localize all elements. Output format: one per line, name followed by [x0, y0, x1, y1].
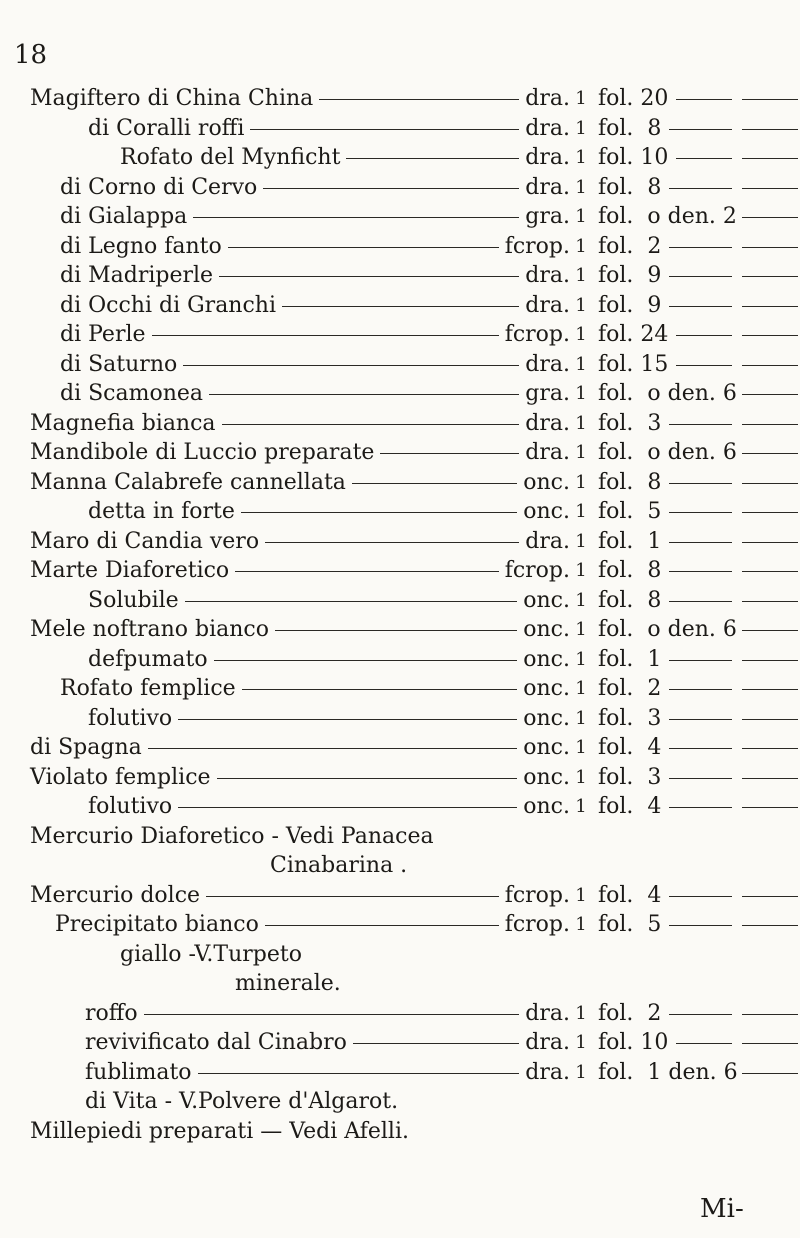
entry-row — [0, 409, 800, 439]
margin-rule — [742, 276, 798, 277]
price-rule — [669, 896, 732, 897]
leader-line — [235, 571, 499, 572]
entry-row — [0, 792, 800, 822]
entry-row — [0, 527, 800, 557]
entry-name: roffo — [85, 1000, 138, 1026]
entry-price: fol. 4 — [598, 794, 662, 819]
entry-unit: dra. — [525, 292, 570, 318]
entry-quantity: 1 — [575, 265, 587, 286]
entry-unit: gra. — [525, 381, 570, 406]
entry-name: di Corno di Cervo — [60, 174, 258, 200]
entry-name: detta in forte — [88, 499, 235, 524]
entry-unit: dra. — [525, 528, 570, 554]
entry-unit: onc. — [523, 469, 570, 495]
entry-row — [0, 1117, 800, 1147]
entry-name: folutivo — [88, 705, 173, 731]
entry-price: fol. 1 — [598, 528, 662, 554]
entry-quantity: 1 — [575, 383, 587, 404]
entry-row — [0, 645, 800, 675]
entry-quantity: 1 — [575, 294, 587, 316]
entry-name: Solubile — [88, 587, 179, 613]
entry-quantity: 1 — [575, 88, 587, 109]
entry-quantity: 1 — [575, 412, 587, 434]
entry-name: di Perle — [60, 322, 146, 347]
entry-row — [0, 910, 800, 940]
entry-price: fol. o den. 6 — [598, 440, 737, 465]
margin-rule — [742, 1073, 798, 1074]
entry-price: fol. 9 — [598, 292, 662, 318]
entry-row — [0, 202, 800, 232]
entry-row — [0, 763, 800, 793]
entry-name: defpumato — [88, 646, 208, 672]
leader-line — [222, 424, 519, 425]
price-rule — [669, 247, 732, 248]
entry-name: Magnefia bianca — [30, 410, 216, 436]
entry-name: di Occhi di Granchi — [60, 292, 277, 318]
price-rule — [669, 689, 732, 690]
entry-quantity: 1 — [575, 442, 587, 463]
leader-line — [152, 335, 499, 336]
entry-row — [0, 468, 800, 498]
entry-price: fol. 2 — [598, 233, 662, 259]
margin-rule — [742, 689, 798, 690]
entry-unit: onc. — [523, 499, 570, 524]
entry-row — [0, 1028, 800, 1058]
entry-quantity: 1 — [575, 235, 587, 257]
margin-rule — [742, 778, 798, 779]
entry-price: fol. 5 — [598, 912, 662, 937]
margin-rule — [742, 188, 798, 189]
price-rule — [676, 1043, 732, 1044]
entry-row — [0, 1087, 800, 1117]
entry-quantity: 1 — [575, 619, 587, 640]
margin-rule — [742, 896, 798, 897]
margin-rule — [742, 512, 798, 513]
entry-unit: dra. — [525, 1030, 570, 1055]
entry-price: fol. 4 — [598, 882, 662, 908]
entry-name: Violato femplice — [30, 764, 211, 790]
entry-row — [0, 232, 800, 262]
entry-price: fol. 8 — [598, 558, 662, 583]
leader-line — [148, 748, 517, 749]
entry-name: folutivo — [88, 794, 173, 819]
entry-quantity: 1 — [575, 707, 587, 729]
entry-row — [0, 143, 800, 173]
leader-line — [183, 365, 519, 366]
entry-price: fol. 4 — [598, 735, 662, 760]
leader-line — [209, 394, 519, 395]
entry-row — [0, 851, 800, 881]
entry-quantity: 1 — [575, 914, 587, 935]
entry-quantity: 1 — [575, 501, 587, 522]
entry-name: Rofato femplice — [60, 676, 236, 701]
entry-price: fol. o den. 2 — [598, 204, 737, 229]
price-rule — [669, 306, 732, 307]
entry-quantity: 1 — [575, 530, 587, 552]
entry-note: di Vita - V.Polvere d'Algarot. — [85, 1089, 399, 1114]
entry-note: Millepiedi preparati — Vedi Afelli. — [30, 1118, 409, 1144]
leader-line — [353, 1043, 519, 1044]
entry-name: Magiftero di China China — [30, 86, 314, 111]
entry-name: Mercurio dolce — [30, 882, 201, 908]
entry-row — [0, 261, 800, 291]
entry-price: fol. 1 den. 6 — [598, 1059, 738, 1085]
margin-rule — [742, 453, 798, 454]
entry-row — [0, 173, 800, 203]
entry-unit: dra. — [525, 440, 570, 465]
entry-unit: onc. — [523, 617, 570, 642]
entry-name: di Gialappa — [60, 204, 188, 229]
entry-name: di Spagna — [30, 735, 142, 760]
leader-line — [250, 129, 519, 130]
leader-line — [214, 660, 517, 661]
entry-unit: onc. — [523, 587, 570, 613]
entry-quantity: 1 — [575, 884, 587, 906]
price-rule — [676, 158, 732, 159]
entry-price: fol. o den. 6 — [598, 381, 737, 406]
entry-price: fol. 10 — [598, 145, 669, 170]
margin-rule — [742, 247, 798, 248]
entry-unit: onc. — [523, 735, 570, 760]
entry-row — [0, 674, 800, 704]
entry-quantity: 1 — [575, 766, 587, 788]
price-rule — [669, 925, 732, 926]
margin-rule — [742, 630, 798, 631]
entry-quantity: 1 — [575, 117, 587, 139]
margin-rule — [742, 1014, 798, 1015]
entry-quantity: 1 — [575, 206, 587, 227]
entry-quantity: 1 — [575, 796, 587, 817]
leader-line — [241, 512, 517, 513]
margin-rule — [742, 748, 798, 749]
margin-rule — [742, 542, 798, 543]
margin-rule — [742, 1043, 798, 1044]
entry-unit: dra. — [525, 263, 570, 288]
entry-unit: fcrop. — [504, 882, 570, 908]
entry-row — [0, 969, 800, 999]
entry-quantity: 1 — [575, 176, 587, 198]
entry-name: Precipitato bianco — [55, 912, 259, 937]
entry-unit: onc. — [523, 764, 570, 790]
entry-price: fol. 8 — [598, 174, 662, 200]
entry-name: Mele noftrano bianco — [30, 617, 270, 642]
entry-name: fublimato — [85, 1059, 192, 1085]
entry-quantity: 1 — [575, 1061, 587, 1083]
entry-price: fol. 15 — [598, 351, 669, 377]
entry-unit: dra. — [525, 351, 570, 377]
margin-rule — [742, 394, 798, 395]
price-rule — [669, 129, 732, 130]
price-rule — [669, 1014, 732, 1015]
margin-rule — [742, 129, 798, 130]
entry-name: di Legno fanto — [60, 233, 222, 259]
entry-note: Cinabarina . — [270, 853, 408, 878]
price-rule — [669, 601, 732, 602]
leader-line — [319, 99, 519, 100]
price-rule — [669, 778, 732, 779]
entry-unit: fcrop. — [504, 558, 570, 583]
margin-rule — [742, 424, 798, 425]
entry-price: fol. 8 — [598, 115, 662, 141]
entry-unit: dra. — [525, 174, 570, 200]
price-rule — [669, 719, 732, 720]
margin-rule — [742, 807, 798, 808]
margin-rule — [742, 925, 798, 926]
margin-rule — [742, 217, 798, 218]
entry-price: fol. 3 — [598, 705, 662, 731]
price-rule — [669, 807, 732, 808]
entry-unit: fcrop. — [504, 233, 570, 259]
entry-unit: dra. — [525, 115, 570, 141]
price-rule — [676, 365, 732, 366]
entry-name: di Scamonea — [60, 381, 204, 406]
price-rule — [669, 512, 732, 513]
entry-quantity: 1 — [575, 737, 587, 758]
entry-name: Maro di Candia vero — [30, 528, 260, 554]
leader-line — [144, 1014, 519, 1015]
entry-name: di Saturno — [60, 351, 178, 377]
margin-rule — [742, 306, 798, 307]
price-rule — [669, 542, 732, 543]
leader-line — [275, 630, 517, 631]
entry-row — [0, 704, 800, 734]
entry-unit: onc. — [523, 794, 570, 819]
entry-name: revivificato dal Cinabro — [85, 1030, 347, 1055]
leader-line — [178, 719, 517, 720]
leader-line — [265, 542, 519, 543]
margin-rule — [742, 483, 798, 484]
entry-unit: onc. — [523, 646, 570, 672]
leader-line — [242, 689, 517, 690]
entry-unit: onc. — [523, 705, 570, 731]
entry-row — [0, 822, 800, 852]
margin-rule — [742, 99, 798, 100]
entry-name: di Coralli roffi — [88, 115, 245, 141]
entry-row — [0, 84, 800, 114]
entry-price: fol. 8 — [598, 587, 662, 613]
price-rule — [676, 335, 732, 336]
entry-row — [0, 350, 800, 380]
price-rule — [676, 99, 732, 100]
price-list — [0, 84, 800, 1146]
entry-row — [0, 615, 800, 645]
entry-quantity: 1 — [575, 560, 587, 581]
leader-line — [193, 217, 519, 218]
entry-row — [0, 291, 800, 321]
leader-line — [206, 896, 499, 897]
entry-price: fol. 24 — [598, 322, 669, 347]
price-rule — [669, 188, 732, 189]
entry-name: Manna Calabrefe cannellata — [30, 469, 346, 495]
entry-note: Mercurio Diaforetico - Vedi Panacea — [30, 823, 434, 849]
entry-quantity: 1 — [575, 1032, 587, 1053]
entry-note: minerale. — [235, 971, 341, 996]
entry-quantity: 1 — [575, 678, 587, 699]
entry-price: fol. 20 — [598, 86, 669, 111]
entry-price: fol. 3 — [598, 410, 662, 436]
catchword: Mi- — [700, 1194, 744, 1224]
page-number: 18 — [14, 40, 48, 70]
leader-line — [352, 483, 517, 484]
entry-quantity: 1 — [575, 353, 587, 375]
entry-row — [0, 114, 800, 144]
entry-row — [0, 556, 800, 586]
margin-rule — [742, 571, 798, 572]
entry-price: fol. o den. 6 — [598, 617, 737, 642]
price-rule — [669, 571, 732, 572]
entry-name: Marte Diaforetico — [30, 558, 230, 583]
entry-row — [0, 999, 800, 1029]
leader-line — [185, 601, 517, 602]
margin-rule — [742, 719, 798, 720]
entry-row — [0, 1058, 800, 1088]
entry-quantity: 1 — [575, 648, 587, 670]
leader-line — [178, 807, 517, 808]
entry-price: fol. 8 — [598, 469, 662, 495]
leader-line — [380, 453, 519, 454]
price-rule — [669, 660, 732, 661]
leader-line — [228, 247, 499, 248]
entry-price: fol. 1 — [598, 646, 662, 672]
entry-price: fol. 5 — [598, 499, 662, 524]
entry-unit: gra. — [525, 204, 570, 229]
price-rule — [669, 483, 732, 484]
entry-price: fol. 2 — [598, 676, 662, 701]
entry-unit: dra. — [525, 145, 570, 170]
entry-unit: dra. — [525, 410, 570, 436]
leader-line — [282, 306, 519, 307]
entry-row — [0, 733, 800, 763]
price-rule — [669, 276, 732, 277]
entry-name: Rofato del Mynficht — [120, 145, 341, 170]
entry-quantity: 1 — [575, 324, 587, 345]
margin-rule — [742, 335, 798, 336]
entry-unit: onc. — [523, 676, 570, 701]
leader-line — [198, 1073, 519, 1074]
leader-line — [219, 276, 519, 277]
margin-rule — [742, 601, 798, 602]
entry-quantity: 1 — [575, 147, 587, 168]
entry-price: fol. 9 — [598, 263, 662, 288]
price-rule — [669, 424, 732, 425]
entry-name: Mandibole di Luccio preparate — [30, 440, 375, 465]
entry-row — [0, 586, 800, 616]
margin-rule — [742, 365, 798, 366]
entry-unit: fcrop. — [504, 912, 570, 937]
entry-quantity: 1 — [575, 1002, 587, 1024]
entry-unit: dra. — [525, 86, 570, 111]
entry-unit: fcrop. — [504, 322, 570, 347]
entry-note: giallo -V.Turpeto — [120, 941, 302, 967]
leader-line — [217, 778, 517, 779]
leader-line — [265, 925, 499, 926]
entry-unit: dra. — [525, 1059, 570, 1085]
entry-row — [0, 320, 800, 350]
price-rule — [669, 748, 732, 749]
entry-name: di Madriperle — [60, 263, 214, 288]
entry-quantity: 1 — [575, 589, 587, 611]
margin-rule — [742, 660, 798, 661]
entry-row — [0, 497, 800, 527]
leader-line — [346, 158, 519, 159]
entry-row — [0, 881, 800, 911]
entry-row — [0, 438, 800, 468]
entry-quantity: 1 — [575, 471, 587, 493]
leader-line — [263, 188, 519, 189]
entry-price: fol. 2 — [598, 1000, 662, 1026]
entry-price: fol. 3 — [598, 764, 662, 790]
entry-row — [0, 940, 800, 970]
entry-price: fol. 10 — [598, 1030, 669, 1055]
entry-row — [0, 379, 800, 409]
entry-unit: dra. — [525, 1000, 570, 1026]
margin-rule — [742, 158, 798, 159]
